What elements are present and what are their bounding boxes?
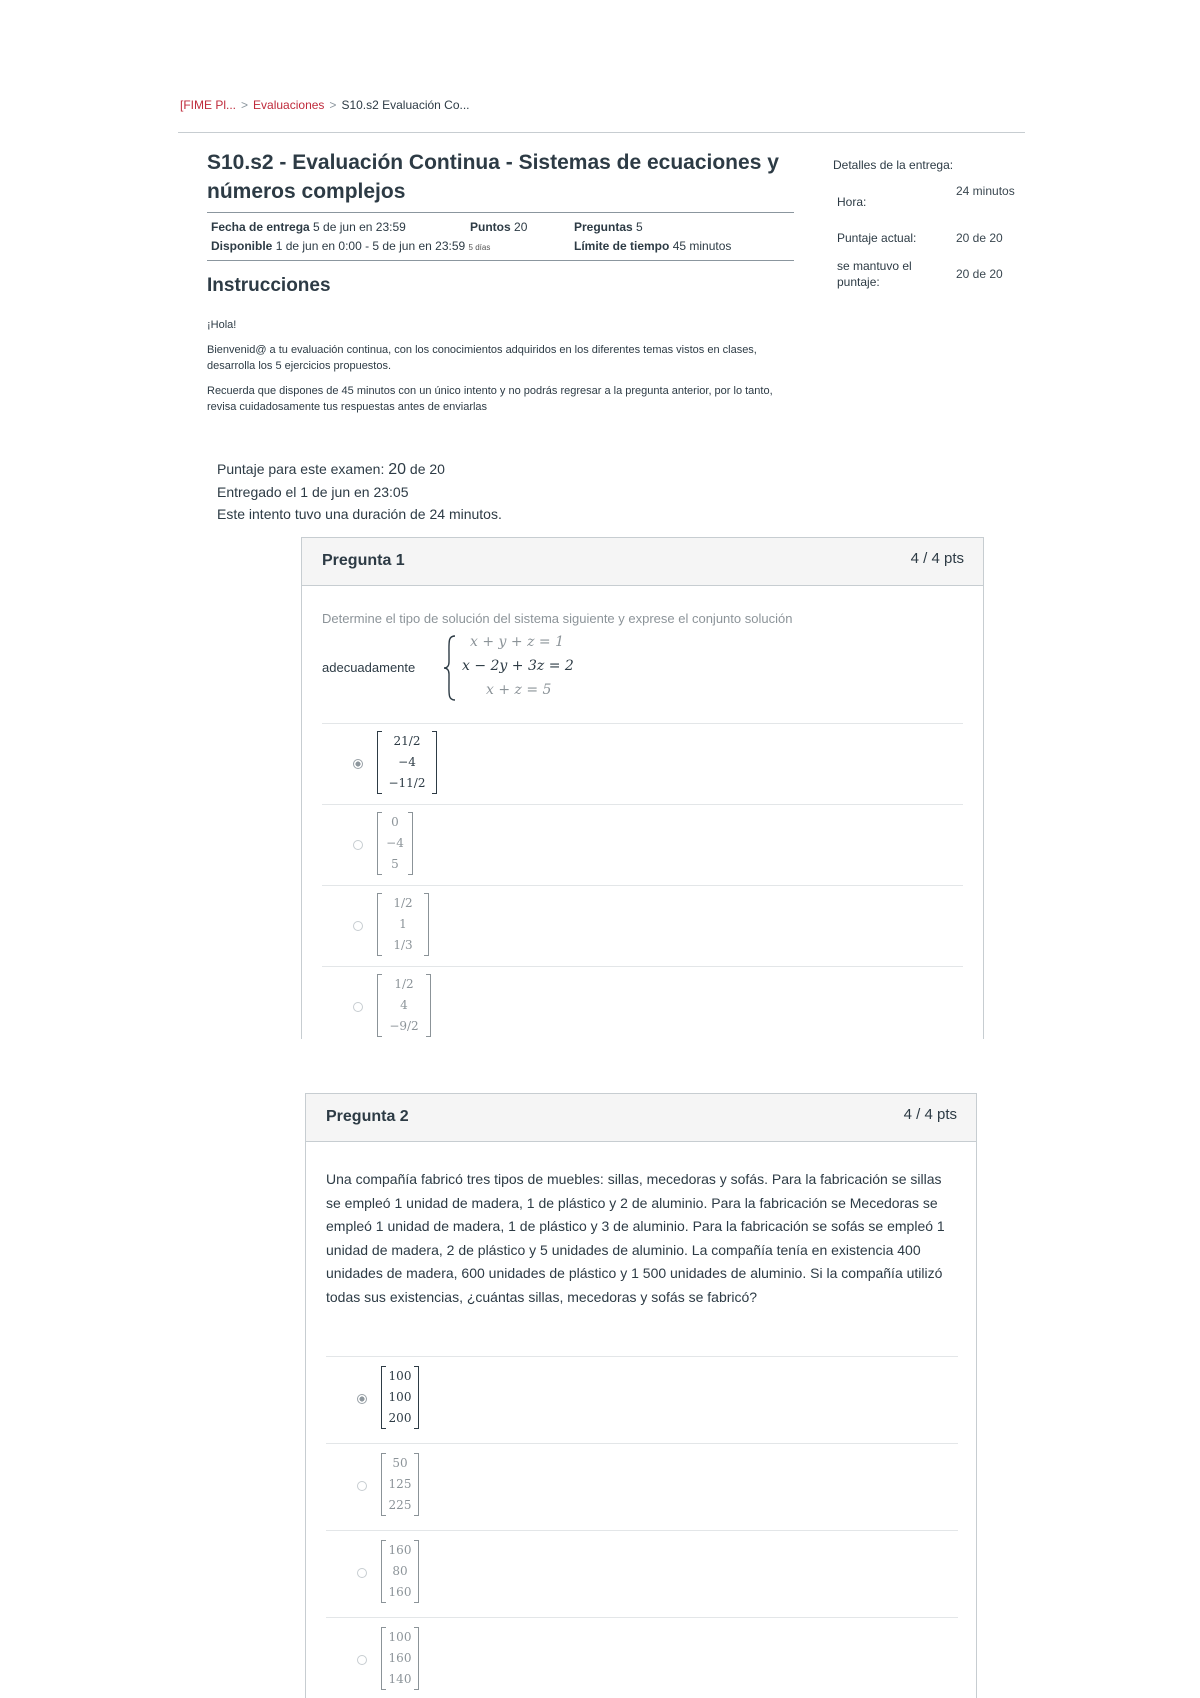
page-title: S10.s2 - Evaluación Continua - Sistemas de ecuaciones y números complejos (207, 151, 779, 203)
kept-score-label: se mantuvo el puntaje: (837, 259, 912, 289)
exam-score-suffix: de 20 (409, 461, 445, 477)
equation-2: x − 2y + 3z = 2 (462, 658, 574, 674)
available-value: 1 de jun en 0:00 - 5 de jun en 23:59 (275, 239, 466, 253)
answer-matrix (377, 893, 429, 956)
matrix-entry: 100 (388, 1369, 412, 1383)
matrix-entry: 50 (392, 1456, 408, 1470)
matrix-entry: 5 (391, 857, 399, 871)
question-1-points: 4 / 4 pts (910, 550, 964, 567)
time-limit-label: Límite de tiempo (574, 239, 670, 253)
answer-matrix (377, 974, 431, 1037)
matrix-entry: 160 (388, 1543, 412, 1557)
question-2-header (306, 1094, 976, 1142)
due-value: 5 de jun en 23:59 (313, 220, 406, 234)
instructions-paragraph-1: Bienvenid@ a tu evaluación continua, con los conocimientos adquiridos en los diferentes temas vistos en clases, desarrolla los 5 ejercicios propuestos. (207, 344, 757, 372)
matrix-entry: 1/2 (393, 896, 413, 910)
questions-label: Preguntas (574, 220, 633, 234)
answer-radio[interactable] (353, 840, 363, 850)
available-extra: 5 días (468, 243, 491, 252)
breadcrumb-current: S10.s2 Evaluación Co... (341, 98, 470, 112)
answer-radio[interactable] (357, 1481, 367, 1491)
answer-option[interactable] (326, 1356, 958, 1443)
question-2-points: 4 / 4 pts (903, 1106, 957, 1123)
answer-matrix (377, 731, 437, 794)
matrix-entry: −4 (398, 755, 416, 769)
breadcrumb-evaluaciones-link[interactable]: Evaluaciones (253, 98, 325, 112)
meta-divider-top (207, 212, 794, 213)
instructions-greeting: ¡Hola! (207, 319, 237, 331)
matrix-entry: 100 (388, 1390, 412, 1404)
question-1-card (301, 537, 984, 1039)
breadcrumb-separator: > (241, 98, 249, 112)
breadcrumb-separator: > (329, 98, 337, 112)
available (211, 239, 490, 253)
matrix-entry: 140 (388, 1672, 412, 1686)
matrix-entry: 225 (388, 1498, 412, 1512)
matrix-entry: 1/2 (394, 977, 414, 991)
answer-radio[interactable] (357, 1568, 367, 1578)
question-1-header (302, 538, 983, 586)
matrix-entry: −4 (386, 836, 404, 850)
exam-score (217, 461, 445, 479)
breadcrumb-course-link[interactable]: [FIME Pl... (180, 98, 237, 112)
matrix-entry: 200 (388, 1411, 412, 1425)
matrix-entry: 100 (388, 1630, 412, 1644)
matrix-entry: 80 (392, 1564, 408, 1578)
kept-score-value: 20 de 20 (956, 267, 1003, 281)
header-divider (178, 132, 1025, 133)
matrix-entry: 1/3 (393, 938, 413, 952)
time-label: Hora: (837, 195, 867, 209)
equation-3: x + z = 5 (486, 682, 552, 698)
question-1-text: Determine el tipo de solución del sistema siguiente y exprese el conjunto solución (322, 611, 793, 626)
answer-radio[interactable] (357, 1394, 367, 1404)
question-2-title: Pregunta 2 (326, 1108, 409, 1125)
matrix-entry: 160 (388, 1651, 412, 1665)
matrix-entry: −9/2 (389, 1019, 419, 1033)
answer-option[interactable] (326, 1443, 958, 1530)
due-date (211, 220, 406, 234)
system-brace (442, 634, 458, 702)
exam-score-value: 20 (388, 461, 407, 478)
answer-radio[interactable] (353, 1002, 363, 1012)
questions-value: 5 (636, 220, 643, 234)
answer-radio[interactable] (357, 1655, 367, 1665)
question-2-answers (326, 1356, 958, 1698)
matrix-entry: 160 (388, 1585, 412, 1599)
question-2-text: Una compañía fabricó tres tipos de muebles: sillas, mecedoras y sofás. Para la fabricación se sillas se empleó 1 unidad de madera, 1 de plástico y 2 de aluminio. Para la fabricación se Mecedoras se empleó 1 unidad de madera, 1 de plástico y 3 de aluminio. Para la fabricación se sofás se empleó 1 unidad de madera, 2 de plástico y 5 unidades de aluminio. La compañía tenía en existencia 400 unidades de madera, 600 unidades de plástico y 1 500 unidades de aluminio. Si la compañía utilizó todas sus existencias, ¿cuántas sillas, mecedoras y sofás se fabricó? (326, 1171, 945, 1305)
matrix-entry: −11/2 (388, 776, 426, 790)
matrix-entry: 125 (388, 1477, 412, 1491)
submitted-at: Entregado el 1 de jun en 23:05 (217, 484, 409, 500)
meta-divider-bottom (207, 260, 794, 261)
question-1-title: Pregunta 1 (322, 552, 405, 569)
answer-option[interactable] (322, 723, 963, 804)
questions (574, 220, 643, 234)
attempt-duration: Este intento tuvo una duración de 24 minutos. (217, 506, 502, 522)
matrix-entry: 21/2 (393, 734, 421, 748)
matrix-entry: 0 (391, 815, 399, 829)
points (470, 220, 527, 234)
answer-radio[interactable] (353, 759, 363, 769)
answer-matrix (381, 1627, 419, 1690)
answer-option[interactable] (322, 804, 963, 885)
answer-option[interactable] (322, 885, 963, 966)
answer-option[interactable] (326, 1530, 958, 1617)
matrix-entry: 1 (399, 917, 407, 931)
available-label: Disponible (211, 239, 273, 253)
question-1-answers (322, 723, 963, 1039)
answer-matrix (377, 812, 413, 875)
points-value: 20 (514, 220, 528, 234)
time-limit-value: 45 minutos (672, 239, 732, 253)
answer-matrix (381, 1453, 419, 1516)
due-label: Fecha de entrega (211, 220, 310, 234)
time-value: 24 minutos (956, 184, 1015, 198)
answer-option[interactable] (326, 1617, 958, 1698)
submission-details-title: Detalles de la entrega: (833, 158, 954, 172)
instructions-heading: Instrucciones (207, 275, 331, 296)
answer-radio[interactable] (353, 921, 363, 931)
exam-score-prefix: Puntaje para este examen: (217, 461, 385, 477)
points-label: Puntos (470, 220, 511, 234)
time-limit (574, 239, 731, 253)
answer-matrix (381, 1366, 419, 1429)
answer-option[interactable] (322, 966, 963, 1039)
current-score-label: Puntaje actual: (837, 231, 917, 245)
equation-1: x + y + z = 1 (470, 634, 564, 650)
matrix-entry: 4 (400, 998, 408, 1012)
question-1-text-cont: adecuadamente (322, 660, 416, 675)
answer-matrix (381, 1540, 419, 1603)
instructions-paragraph-2: Recuerda que dispones de 45 minutos con un único intento y no podrás regresar a la pregunta anterior, por lo tanto, revisa cuidadosamente tus respuestas antes de enviarlas (207, 385, 773, 413)
current-score-value: 20 de 20 (956, 231, 1003, 245)
breadcrumb (180, 98, 470, 112)
question-2-card (305, 1093, 977, 1698)
